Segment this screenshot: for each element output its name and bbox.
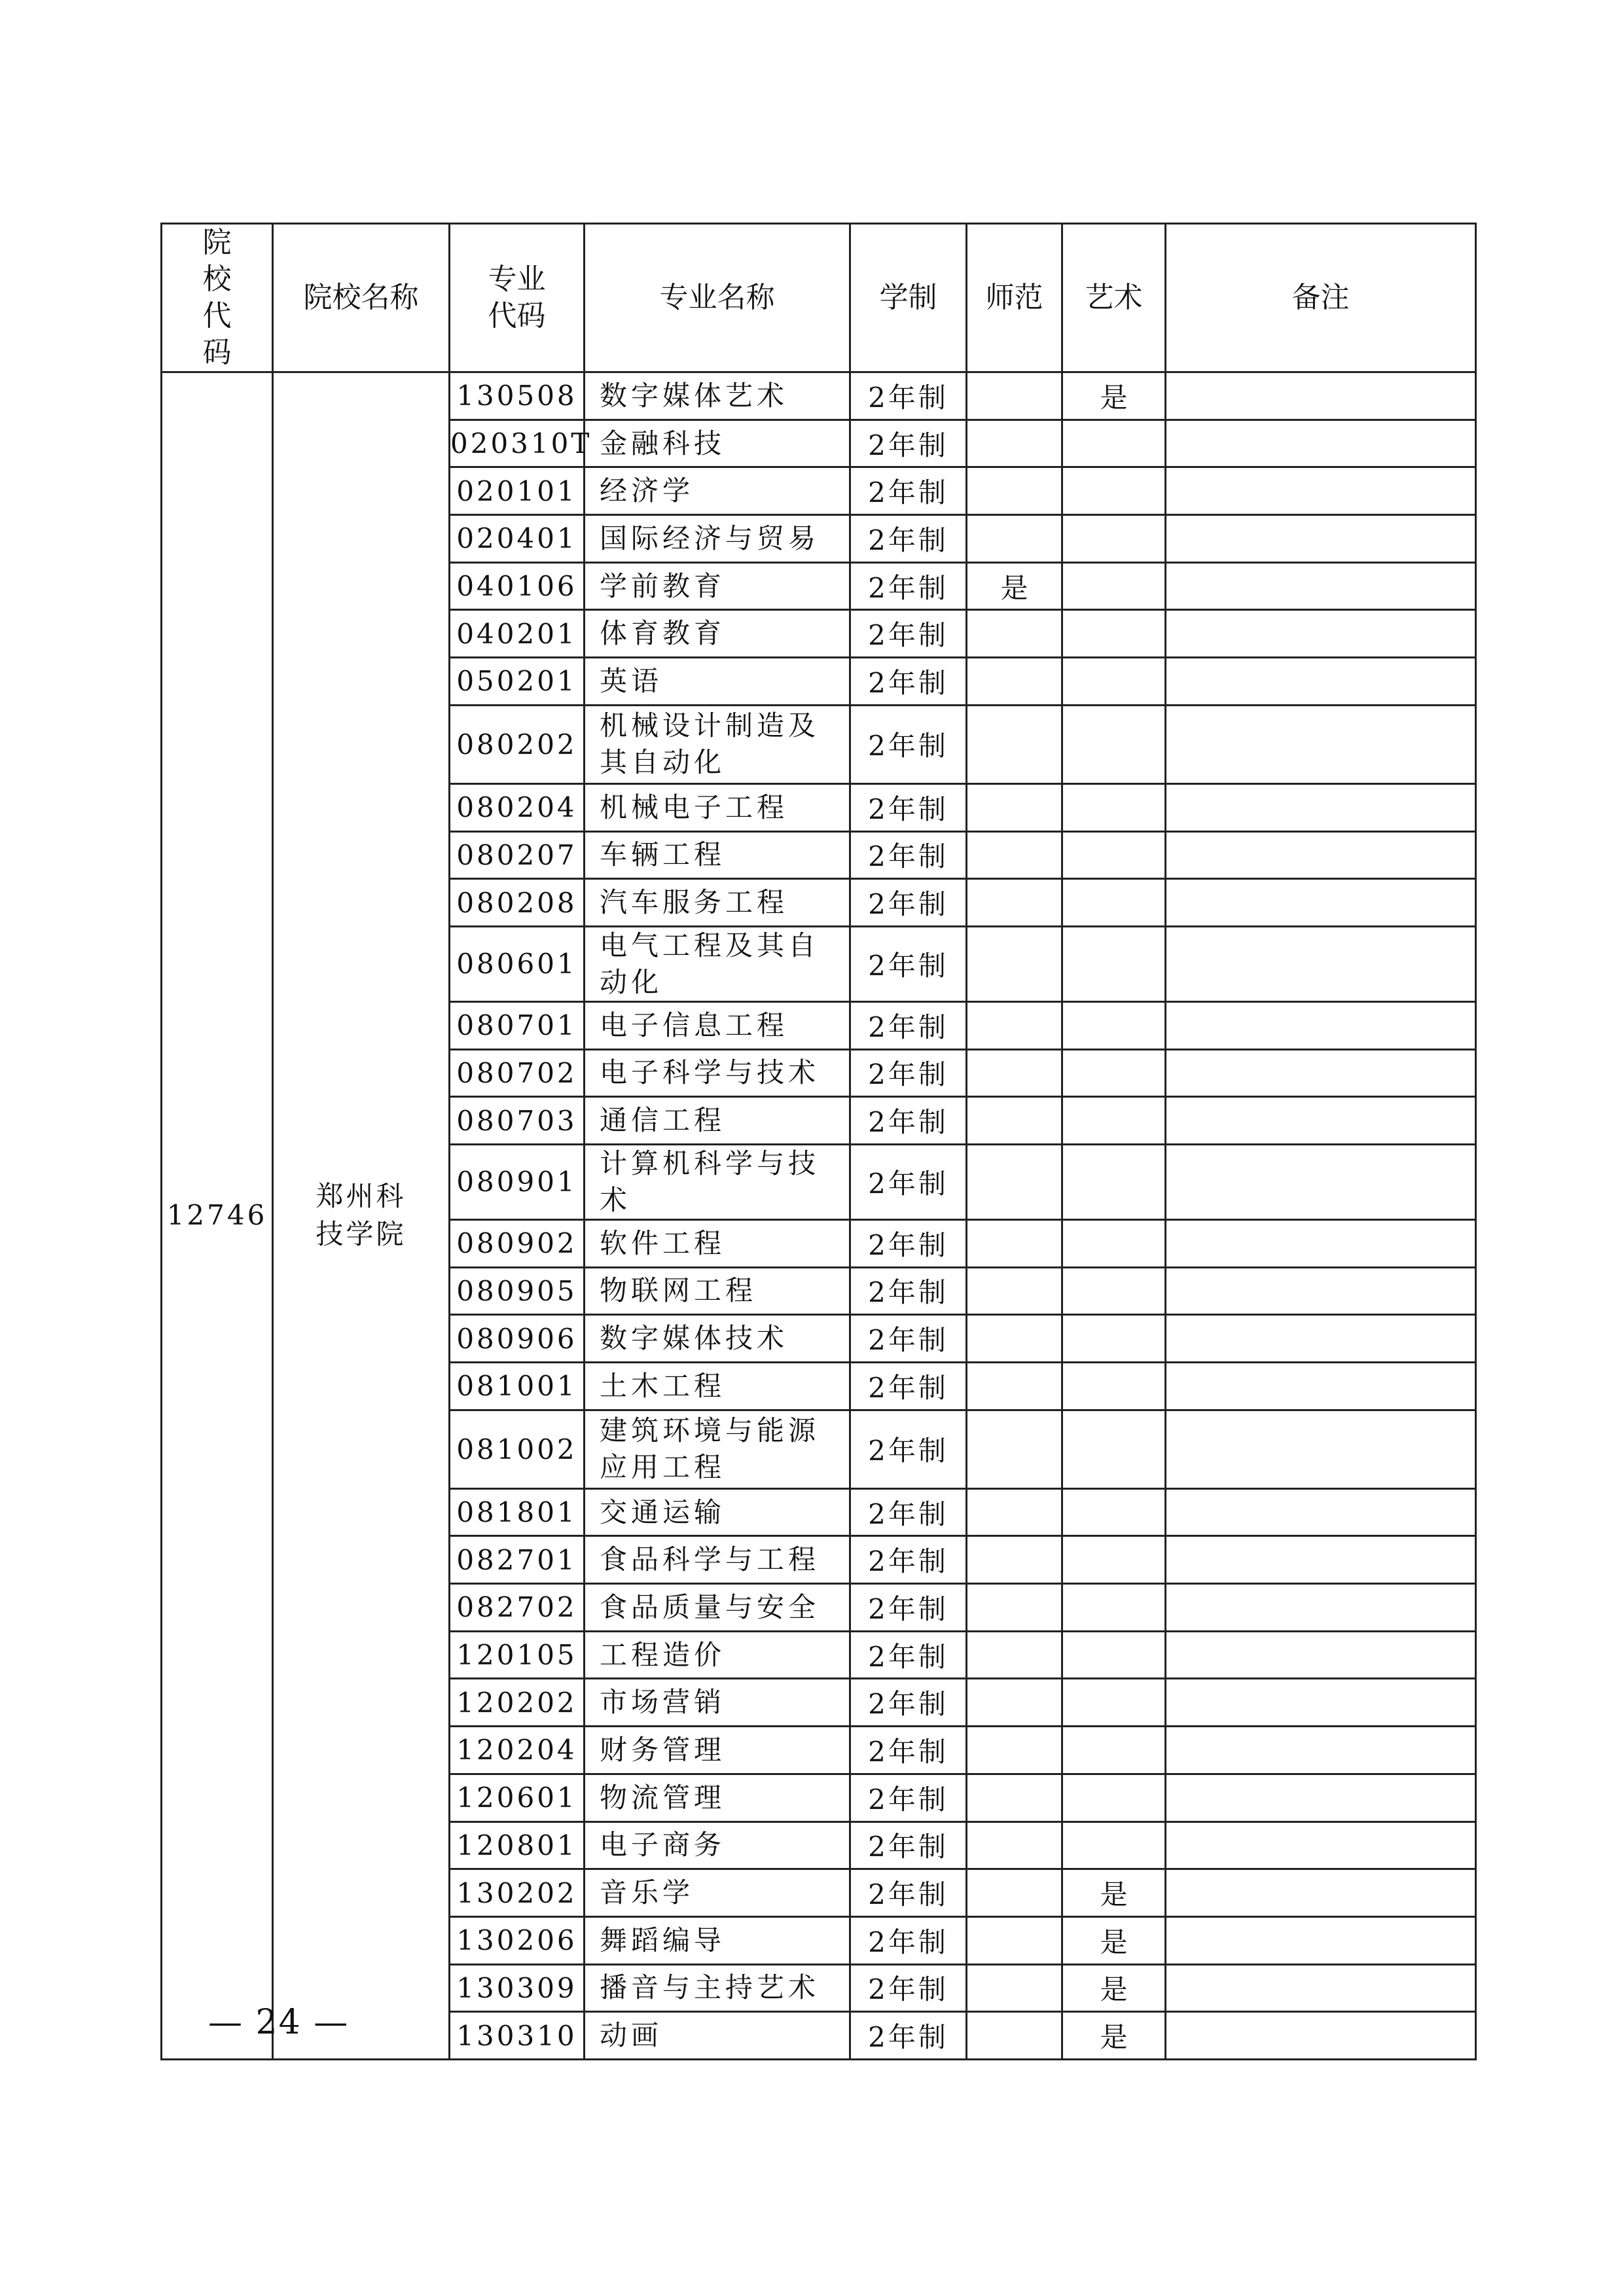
art-flag-cell — [1062, 1774, 1166, 1821]
remarks-cell — [1166, 879, 1476, 927]
remarks-cell — [1166, 1488, 1476, 1536]
art-flag-cell: 是 — [1062, 372, 1166, 420]
major-code-cell: 130202 — [450, 1869, 585, 1917]
major-name-cell: 学前教育 — [585, 562, 850, 610]
major-name-cell: 交通运输 — [585, 1488, 850, 1536]
major-name-cell: 机械设计制造及其自动化 — [585, 705, 850, 783]
remarks-cell — [1166, 1584, 1476, 1632]
art-flag-cell — [1062, 1267, 1166, 1315]
major-code-cell: 080906 — [450, 1315, 585, 1363]
art-flag-cell — [1062, 515, 1166, 563]
art-flag-cell — [1062, 658, 1166, 706]
duration-cell: 2年制 — [850, 1488, 967, 1536]
major-name-cell: 市场营销 — [585, 1679, 850, 1727]
major-code-cell: 020101 — [450, 467, 585, 515]
normal-flag-cell — [967, 1144, 1062, 1219]
major-name-cell: 动画 — [585, 2012, 850, 2060]
normal-flag-cell — [967, 879, 1062, 927]
normal-flag-cell — [967, 420, 1062, 467]
duration-cell: 2年制 — [850, 1410, 967, 1488]
art-flag-cell — [1062, 831, 1166, 879]
remarks-cell — [1166, 1536, 1476, 1584]
duration-cell: 2年制 — [850, 1916, 967, 1964]
duration-cell: 2年制 — [850, 1315, 967, 1363]
major-name-cell: 英语 — [585, 658, 850, 706]
normal-flag-cell — [967, 1267, 1062, 1315]
art-flag-cell — [1062, 1584, 1166, 1632]
normal-flag-cell — [967, 1219, 1062, 1267]
duration-cell: 2年制 — [850, 515, 967, 563]
major-code-cell: 081801 — [450, 1488, 585, 1536]
normal-flag-cell — [967, 831, 1062, 879]
major-code-cell: 120202 — [450, 1679, 585, 1727]
major-code-cell: 081001 — [450, 1363, 585, 1410]
major-code-cell: 130508 — [450, 372, 585, 420]
remarks-cell — [1166, 1869, 1476, 1917]
header-normal: 师范 — [967, 224, 1062, 372]
major-code-cell: 020401 — [450, 515, 585, 563]
table-header-row — [162, 224, 1476, 372]
remarks-cell — [1166, 1774, 1476, 1821]
duration-cell: 2年制 — [850, 1727, 967, 1774]
major-code-cell: 080207 — [450, 831, 585, 879]
remarks-cell — [1166, 610, 1476, 658]
major-code-cell: 120204 — [450, 1727, 585, 1774]
major-name-cell: 建筑环境与能源应用工程 — [585, 1410, 850, 1488]
major-code-cell: 020310T — [450, 420, 585, 467]
major-code-cell: 120105 — [450, 1631, 585, 1679]
remarks-cell — [1166, 658, 1476, 706]
art-flag-cell — [1062, 705, 1166, 783]
major-name-cell: 汽车服务工程 — [585, 879, 850, 927]
duration-cell: 2年制 — [850, 1821, 967, 1869]
duration-cell: 2年制 — [850, 658, 967, 706]
remarks-cell — [1166, 1144, 1476, 1219]
major-name-cell: 电子商务 — [585, 1821, 850, 1869]
art-flag-cell: 是 — [1062, 1916, 1166, 1964]
art-flag-cell — [1062, 1727, 1166, 1774]
art-flag-cell — [1062, 879, 1166, 927]
major-code-cell: 130206 — [450, 1916, 585, 1964]
major-name-cell: 体育教育 — [585, 610, 850, 658]
header-major-name: 专业名称 — [585, 224, 850, 372]
major-code-cell: 050201 — [450, 658, 585, 706]
major-name-cell: 食品质量与安全 — [585, 1584, 850, 1632]
art-flag-cell — [1062, 1315, 1166, 1363]
major-name-cell: 数字媒体艺术 — [585, 372, 850, 420]
normal-flag-cell — [967, 610, 1062, 658]
normal-flag-cell — [967, 515, 1062, 563]
remarks-cell — [1166, 1679, 1476, 1727]
duration-cell: 2年制 — [850, 879, 967, 927]
major-code-cell: 080702 — [450, 1049, 585, 1097]
major-code-cell: 130309 — [450, 1964, 585, 2012]
major-name-cell: 车辆工程 — [585, 831, 850, 879]
major-name-cell: 金融科技 — [585, 420, 850, 467]
duration-cell: 2年制 — [850, 1584, 967, 1632]
remarks-cell — [1166, 562, 1476, 610]
art-flag-cell — [1062, 610, 1166, 658]
major-name-cell: 财务管理 — [585, 1727, 850, 1774]
remarks-cell — [1166, 1001, 1476, 1049]
major-name-cell: 国际经济与贸易 — [585, 515, 850, 563]
remarks-cell — [1166, 1097, 1476, 1145]
remarks-cell — [1166, 783, 1476, 831]
normal-flag-cell — [967, 1536, 1062, 1584]
major-name-cell: 数字媒体技术 — [585, 1315, 850, 1363]
header-remarks: 备注 — [1166, 224, 1476, 372]
header-major-code: 专业代码 — [450, 224, 585, 372]
major-code-cell: 080208 — [450, 879, 585, 927]
duration-cell: 2年制 — [850, 1144, 967, 1219]
header-school-code: 院校代码 — [162, 224, 273, 372]
normal-flag-cell — [967, 1097, 1062, 1145]
normal-flag-cell — [967, 1727, 1062, 1774]
duration-cell: 2年制 — [850, 1049, 967, 1097]
art-flag-cell — [1062, 420, 1166, 467]
duration-cell: 2年制 — [850, 420, 967, 467]
normal-flag-cell — [967, 705, 1062, 783]
major-name-cell: 工程造价 — [585, 1631, 850, 1679]
normal-flag-cell — [967, 1964, 1062, 2012]
duration-cell: 2年制 — [850, 783, 967, 831]
duration-cell: 2年制 — [850, 1774, 967, 1821]
major-name-cell: 播音与主持艺术 — [585, 1964, 850, 2012]
art-flag-cell — [1062, 1821, 1166, 1869]
remarks-cell — [1166, 1219, 1476, 1267]
normal-flag-cell — [967, 1774, 1062, 1821]
major-code-cell: 082701 — [450, 1536, 585, 1584]
duration-cell: 2年制 — [850, 1869, 967, 1917]
normal-flag-cell — [967, 1315, 1062, 1363]
duration-cell: 2年制 — [850, 1363, 967, 1410]
major-code-cell: 040106 — [450, 562, 585, 610]
major-code-cell: 080902 — [450, 1219, 585, 1267]
remarks-cell — [1166, 515, 1476, 563]
duration-cell: 2年制 — [850, 1001, 967, 1049]
major-name-cell: 电子科学与技术 — [585, 1049, 850, 1097]
duration-cell: 2年制 — [850, 610, 967, 658]
duration-cell: 2年制 — [850, 831, 967, 879]
art-flag-cell — [1062, 1219, 1166, 1267]
duration-cell: 2年制 — [850, 1964, 967, 2012]
header-duration: 学制 — [850, 224, 967, 372]
remarks-cell — [1166, 1363, 1476, 1410]
major-name-cell: 物流管理 — [585, 1774, 850, 1821]
major-name-cell: 音乐学 — [585, 1869, 850, 1917]
normal-flag-cell — [967, 1631, 1062, 1679]
major-code-cell: 081002 — [450, 1410, 585, 1488]
major-name-cell: 物联网工程 — [585, 1267, 850, 1315]
duration-cell: 2年制 — [850, 926, 967, 1001]
duration-cell: 2年制 — [850, 1679, 967, 1727]
normal-flag-cell — [967, 1869, 1062, 1917]
major-name-cell: 经济学 — [585, 467, 850, 515]
remarks-cell — [1166, 372, 1476, 420]
art-flag-cell — [1062, 1144, 1166, 1219]
remarks-cell — [1166, 1916, 1476, 1964]
normal-flag-cell — [967, 1916, 1062, 1964]
art-flag-cell — [1062, 926, 1166, 1001]
school-name-cell: 郑州科技学院 — [273, 372, 450, 2060]
table-row — [162, 372, 1476, 420]
major-code-cell: 080703 — [450, 1097, 585, 1145]
remarks-cell — [1166, 1727, 1476, 1774]
major-name-cell: 电子信息工程 — [585, 1001, 850, 1049]
duration-cell: 2年制 — [850, 1536, 967, 1584]
remarks-cell — [1166, 705, 1476, 783]
art-flag-cell — [1062, 467, 1166, 515]
major-code-cell: 080204 — [450, 783, 585, 831]
duration-cell: 2年制 — [850, 467, 967, 515]
remarks-cell — [1166, 1410, 1476, 1488]
remarks-cell — [1166, 1315, 1476, 1363]
remarks-cell — [1166, 2012, 1476, 2060]
normal-flag-cell: 是 — [967, 562, 1062, 610]
art-flag-cell: 是 — [1062, 1869, 1166, 1917]
major-code-cell: 120601 — [450, 1774, 585, 1821]
art-flag-cell — [1062, 1001, 1166, 1049]
major-code-cell: 080905 — [450, 1267, 585, 1315]
normal-flag-cell — [967, 1001, 1062, 1049]
major-name-cell: 舞蹈编导 — [585, 1916, 850, 1964]
remarks-cell — [1166, 1267, 1476, 1315]
header-school-name: 院校名称 — [273, 224, 450, 372]
duration-cell: 2年制 — [850, 705, 967, 783]
normal-flag-cell — [967, 1821, 1062, 1869]
art-flag-cell — [1062, 1097, 1166, 1145]
majors-table — [160, 223, 1477, 2060]
art-flag-cell — [1062, 562, 1166, 610]
duration-cell: 2年制 — [850, 372, 967, 420]
remarks-cell — [1166, 420, 1476, 467]
duration-cell: 2年制 — [850, 2012, 967, 2060]
normal-flag-cell — [967, 658, 1062, 706]
page-number: — 24 — — [208, 2003, 350, 2042]
major-name-cell: 通信工程 — [585, 1097, 850, 1145]
major-code-cell: 120801 — [450, 1821, 585, 1869]
major-code-cell: 082702 — [450, 1584, 585, 1632]
remarks-cell — [1166, 831, 1476, 879]
major-code-cell: 080202 — [450, 705, 585, 783]
table-body — [162, 372, 1476, 2060]
major-name-cell: 食品科学与工程 — [585, 1536, 850, 1584]
art-flag-cell — [1062, 1488, 1166, 1536]
school-code-cell: 12746 — [162, 372, 273, 2060]
normal-flag-cell — [967, 1049, 1062, 1097]
art-flag-cell: 是 — [1062, 1964, 1166, 2012]
art-flag-cell — [1062, 1363, 1166, 1410]
art-flag-cell — [1062, 1679, 1166, 1727]
duration-cell: 2年制 — [850, 1097, 967, 1145]
major-code-cell: 080901 — [450, 1144, 585, 1219]
major-code-cell: 130310 — [450, 2012, 585, 2060]
normal-flag-cell — [967, 1363, 1062, 1410]
duration-cell: 2年制 — [850, 1267, 967, 1315]
normal-flag-cell — [967, 1488, 1062, 1536]
remarks-cell — [1166, 1631, 1476, 1679]
art-flag-cell: 是 — [1062, 2012, 1166, 2060]
major-code-cell: 040201 — [450, 610, 585, 658]
remarks-cell — [1166, 926, 1476, 1001]
major-name-cell: 电气工程及其自动化 — [585, 926, 850, 1001]
remarks-cell — [1166, 1821, 1476, 1869]
art-flag-cell — [1062, 1536, 1166, 1584]
normal-flag-cell — [967, 2012, 1062, 2060]
remarks-cell — [1166, 1049, 1476, 1097]
normal-flag-cell — [967, 372, 1062, 420]
art-flag-cell — [1062, 1410, 1166, 1488]
major-code-cell: 080601 — [450, 926, 585, 1001]
major-name-cell: 计算机科学与技术 — [585, 1144, 850, 1219]
normal-flag-cell — [967, 467, 1062, 515]
major-name-cell: 软件工程 — [585, 1219, 850, 1267]
major-code-cell: 080701 — [450, 1001, 585, 1049]
normal-flag-cell — [967, 1410, 1062, 1488]
normal-flag-cell — [967, 1679, 1062, 1727]
art-flag-cell — [1062, 1049, 1166, 1097]
duration-cell: 2年制 — [850, 562, 967, 610]
header-art: 艺术 — [1062, 224, 1166, 372]
art-flag-cell — [1062, 783, 1166, 831]
remarks-cell — [1166, 1964, 1476, 2012]
remarks-cell — [1166, 467, 1476, 515]
normal-flag-cell — [967, 1584, 1062, 1632]
major-name-cell: 机械电子工程 — [585, 783, 850, 831]
major-name-cell: 土木工程 — [585, 1363, 850, 1410]
duration-cell: 2年制 — [850, 1219, 967, 1267]
duration-cell: 2年制 — [850, 1631, 967, 1679]
normal-flag-cell — [967, 926, 1062, 1001]
art-flag-cell — [1062, 1631, 1166, 1679]
normal-flag-cell — [967, 783, 1062, 831]
